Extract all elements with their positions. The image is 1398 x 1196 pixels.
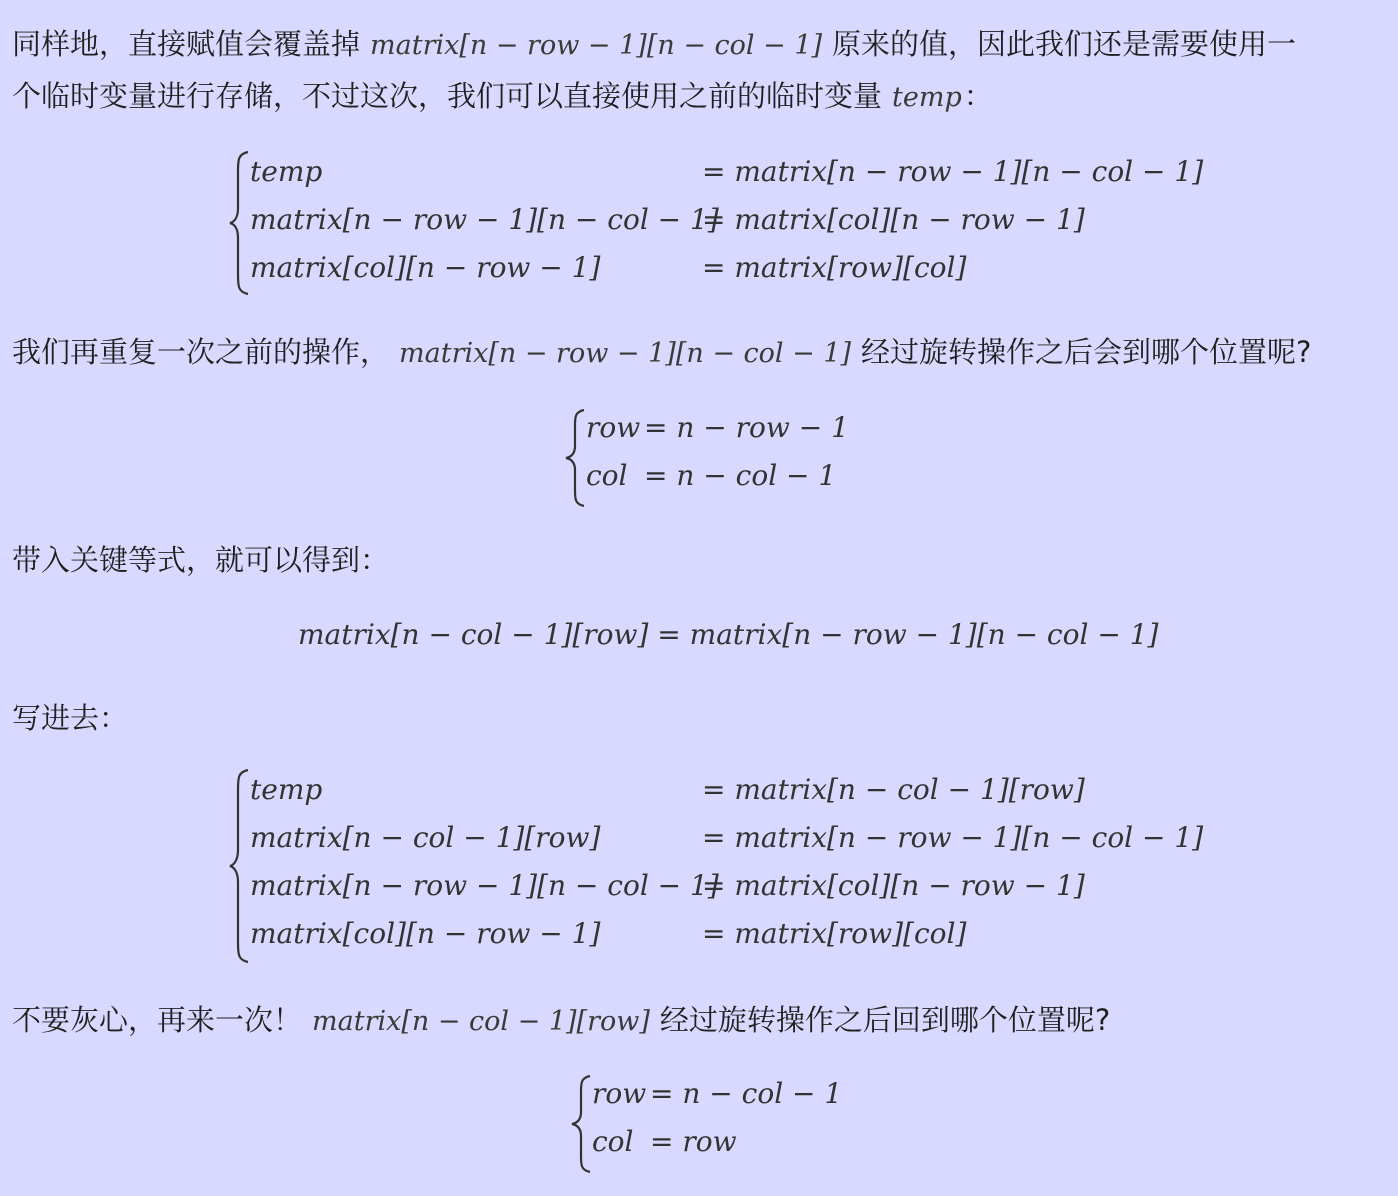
equation-lhs: matrix[n − row − 1][n − col − 1]: [250, 203, 719, 236]
equation-rhs: = matrix[row][col]: [702, 917, 967, 950]
text: 个临时变量进行存储，不过这次，我们可以直接使用之前的临时变量: [12, 79, 883, 113]
math-inline: matrix[n − row − 1][n − col − 1]: [399, 338, 852, 369]
equation-rhs: = matrix[row][col]: [702, 251, 967, 284]
equation-rhs: = matrix[n − col − 1][row]: [702, 773, 1085, 806]
left-brace-icon: [570, 1074, 592, 1174]
paragraph-5: [12, 994, 1392, 1048]
equation-lhs: temp: [250, 155, 323, 188]
equation-lhs: row: [592, 1077, 647, 1110]
equation-lhs: row: [586, 411, 641, 444]
math-inline: temp: [892, 82, 962, 113]
text: 带入关键等式，就可以得到：: [12, 543, 390, 577]
math-inline: matrix[n − col − 1][row]: [312, 1006, 650, 1037]
equation-lhs: col: [586, 459, 628, 492]
text: 不要灰心，再来一次！: [12, 1003, 303, 1037]
equation-lhs: col: [592, 1125, 634, 1158]
text: ：: [963, 79, 993, 113]
equation-rhs: = n − col − 1: [650, 1077, 843, 1110]
text: 我们再重复一次之前的操作，: [12, 335, 390, 369]
paragraph-2: [12, 326, 1392, 380]
equation-rhs: = matrix[n − row − 1][n − col − 1]: [702, 155, 1204, 188]
left-brace-icon: [564, 408, 586, 508]
equation-rhs: = matrix[n − row − 1][n − col − 1]: [702, 821, 1204, 854]
display-equation: matrix[n − col − 1][row] = matrix[n − row − 1][n − col − 1]: [298, 618, 1159, 651]
left-brace-icon: [228, 150, 250, 296]
equation-rhs: = matrix[col][n − row − 1]: [702, 203, 1085, 236]
text: 写进去：: [12, 701, 129, 735]
equation-rhs: = row: [650, 1125, 737, 1158]
equation-rhs: = n − col − 1: [644, 459, 837, 492]
left-brace-icon: [228, 768, 250, 964]
equation-lhs: temp: [250, 773, 323, 806]
math-inline: matrix[n − row − 1][n − col − 1]: [370, 30, 823, 61]
text: 原来的值，因此我们还是需要使用一: [832, 27, 1297, 61]
equation-system-3: [228, 768, 1208, 966]
equation-system-4: [570, 1074, 870, 1178]
text: 经过旋转操作之后回到哪个位置呢?: [659, 1003, 1111, 1037]
paragraph-3: [12, 534, 1392, 586]
paragraph-1: [12, 18, 1392, 72]
equation-lhs: matrix[n − col − 1][row]: [250, 821, 601, 854]
text: 经过旋转操作之后会到哪个位置呢?: [861, 335, 1312, 369]
text: 同样地，直接赋值会覆盖掉: [12, 27, 361, 61]
equation-system-2: [564, 408, 864, 512]
equation-lhs: matrix[n − row − 1][n − col − 1]: [250, 869, 719, 902]
paragraph-4: [12, 692, 1392, 744]
equation-lhs: matrix[col][n − row − 1]: [250, 917, 601, 950]
equation-system-1: [228, 150, 1208, 300]
equation-lhs: matrix[col][n − row − 1]: [250, 251, 601, 284]
equation-rhs: = matrix[col][n − row − 1]: [702, 869, 1085, 902]
paragraph-1-line-2: [12, 70, 1392, 124]
equation-rhs: = n − row − 1: [644, 411, 849, 444]
